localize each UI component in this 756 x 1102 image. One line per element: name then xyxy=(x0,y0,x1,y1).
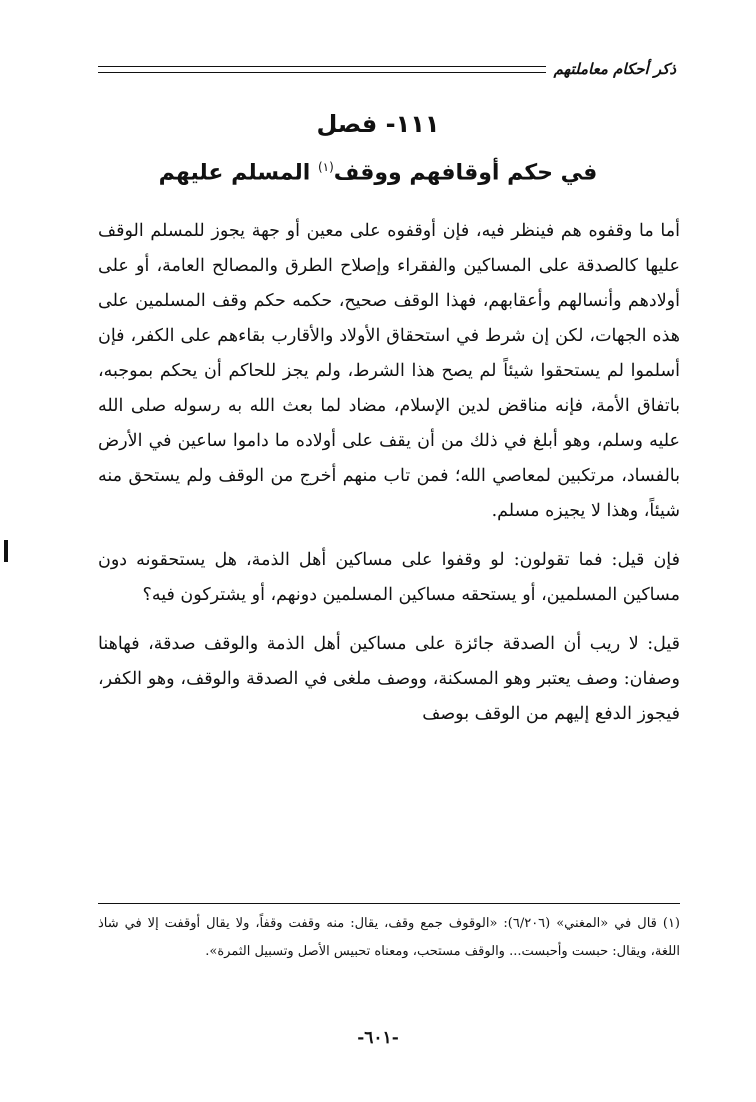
margin-mark xyxy=(4,540,8,562)
page-number: -٦٠١- xyxy=(357,1028,399,1048)
chapter-number: ١١١- فصل xyxy=(316,110,440,138)
paragraph: قيل: لا ريب أن الصدقة جائزة على مساكين أهل الذمة والوقف صدقة، فهاهنا وصفان: وصف يعتبر وهو المسكنة، ووصف ملغى في الصدقة والوقف، وهو الكفر، فيجوز الدفع إليهم من الوقف بوصف xyxy=(98,634,680,724)
running-header-title: ذكر أحكام معاملتهم xyxy=(553,60,676,78)
footnote-divider xyxy=(98,903,680,904)
running-header xyxy=(98,56,676,82)
paragraph: فإن قيل: فما تقولون: لو وقفوا على مساكين أهل الذمة، هل يستحقونه دون مساكين المسلمين، أو يستحقه مساكين المسلمين دونهم، أو يشتركون فيه؟ xyxy=(98,550,680,605)
header-double-rule xyxy=(98,66,546,73)
chapter-title-text: في حكم أوقافهم ووقف xyxy=(333,160,598,186)
footnote: (١) قال في «المغني» (٦/٢٠٦): «الوقوف جمع وقف، يقال: منه وقفت وقفاً، ولا يقال أوقفت إلا في شاذ اللغة، ويقال: حبست وأحبست... والوقف مستحب، ومعناه تحبيس الأصل وتسبيل الثمرة». xyxy=(98,916,680,959)
paragraph: أما ما وقفوه هم فينظر فيه، فإن أوقفوه على معين أو جهة يجوز للمسلم الوقف عليها كالصدقة على المساكين والفقراء وإصلاح الطرق والمصالح العامة، أو على أولادهم وأنسالهم وأعقابهم، فهذا الوقف صحيح، حكمه حكم وقف المسلمين على هذه الجهات، لكن إن شرط في استحقاق الأولاد والأقارب بقاءهم على الكفر، فإن أسلموا لم يستحقوا شيئاً لم يصح هذا الشرط، ولم يجز للحاكم أن يحكم بموجبه، باتفاق الأمة، فإنه مناقض لدين الإسلام، مضاد لما بعث الله به رسوله صلى الله عليه وسلم، وهو أبلغ في ذلك من أن يقف على أولاده ما داموا ساعين في الأرض بالفساد، مرتكبين لمعاصي الله؛ فمن تاب منهم أخرج من الوقف ولم يستحق منه شيئاً، وهذا لا يجيزه مسلم. xyxy=(98,221,680,521)
footnote-reference[interactable]: (١) xyxy=(317,160,334,174)
chapter-title-end: المسلم عليهم xyxy=(158,160,318,186)
chapter-title xyxy=(0,160,756,185)
body-text xyxy=(98,214,680,746)
